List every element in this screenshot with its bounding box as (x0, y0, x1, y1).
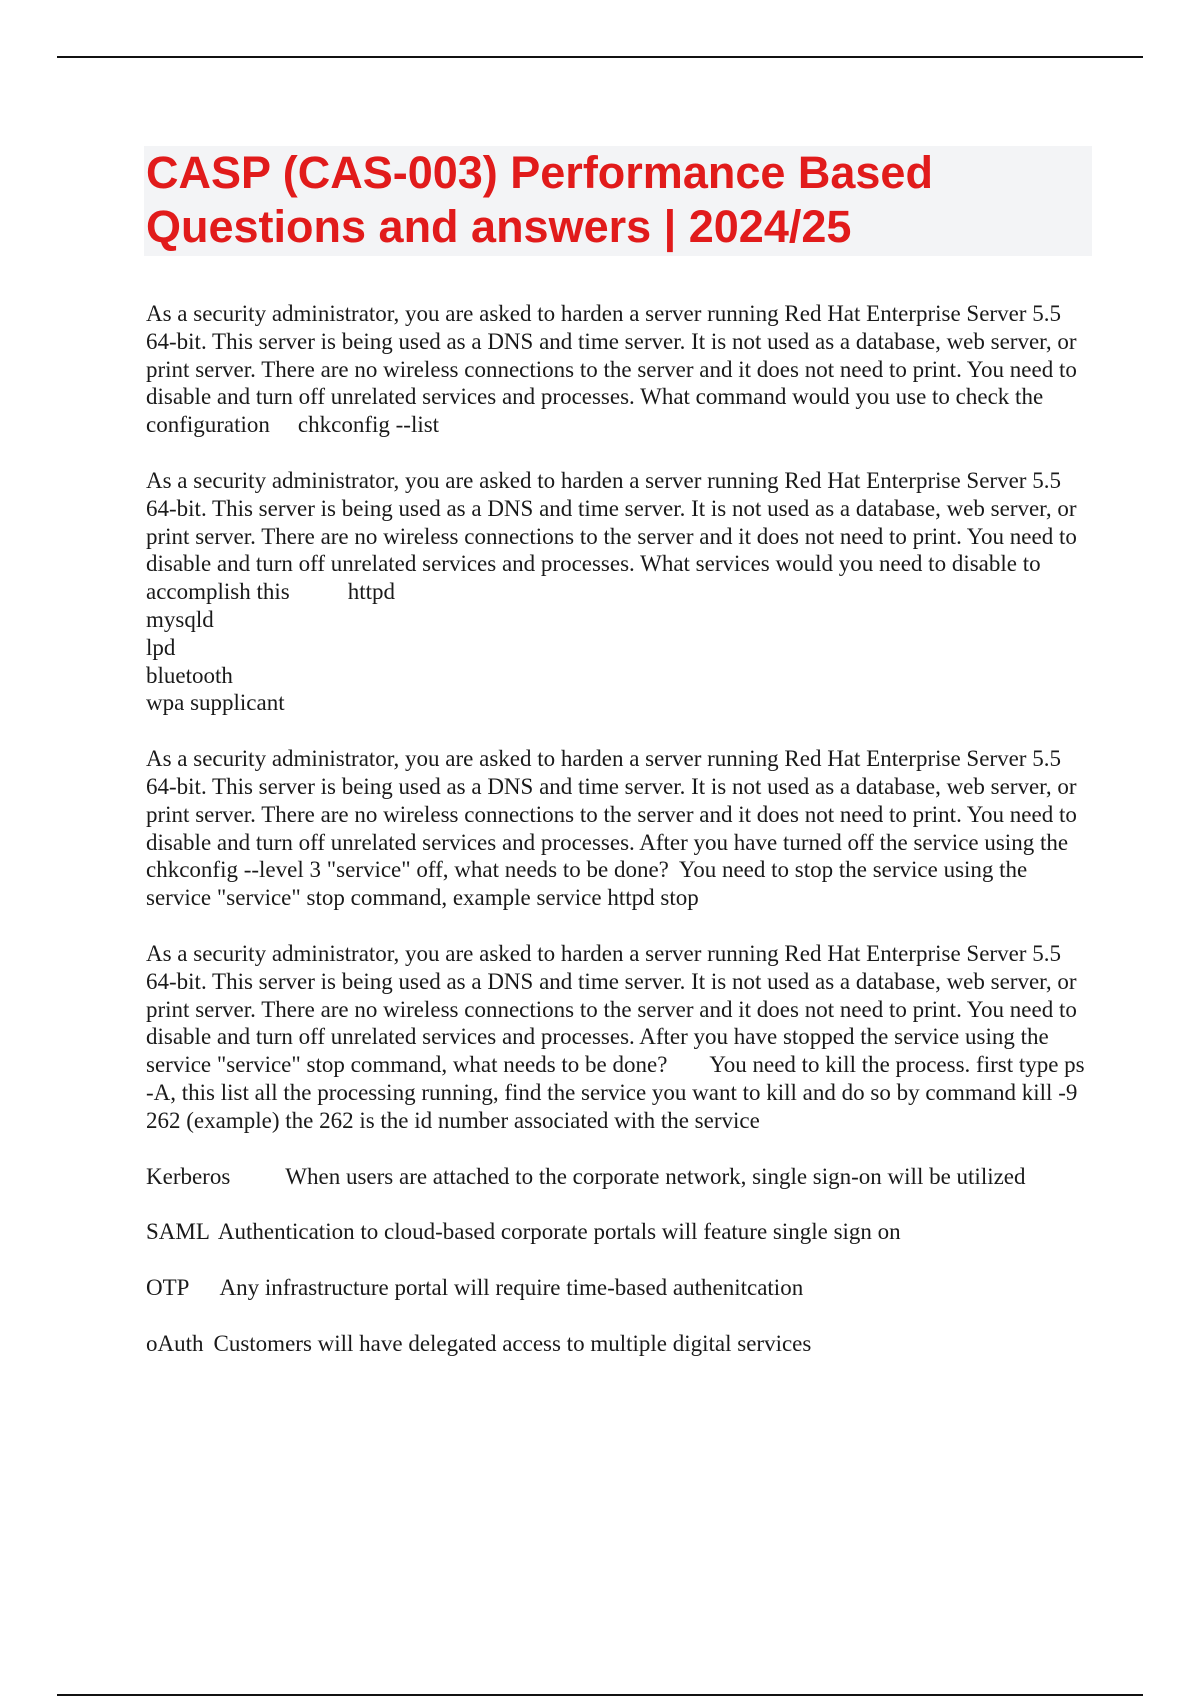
term-name: Kerberos (146, 1163, 231, 1189)
answer-text: You need to kill the process. first type ps -A, this list all the processing running, find the service you want to kill and do so by command kill -9 262 (example) the 262 is the id number associated with the service (146, 1052, 1085, 1133)
term-name: OTP (146, 1275, 190, 1301)
document-title: CASP (CAS-003) Performance Based Questions and answers | 2024/25 (146, 147, 933, 252)
answer-text: You need to stop the service using the service "service" stop command, example service httpd stop (146, 857, 1028, 911)
term-item (146, 1330, 1086, 1358)
answer-text: httpd (347, 579, 396, 605)
answer-list-item: bluetooth (146, 662, 233, 688)
footer-rule (57, 1694, 1143, 1696)
term-definition: Customers will have delegated access to multiple digital services (213, 1330, 812, 1356)
answer-list-item: lpd (146, 634, 176, 660)
qa-item (146, 467, 1086, 717)
qa-item (146, 745, 1086, 912)
question-text: As a security administrator, you are asked to harden a server running Red Hat Enterprise Server 5.5 64-bit. This server is being used as a DNS and time server. It is not used as a database, web server, or print server. There are no wireless connections to the server and it does not need to print. You need to disable and turn off unrelated services and processes. After you have turned off the service using the chkconfig --level 3 "service" off, what needs to be done? (146, 746, 1077, 883)
term-item (146, 1274, 1086, 1302)
question-text: As a security administrator, you are asked to harden a server running Red Hat Enterprise Server 5.5 64-bit. This server is being used as a DNS and time server. It is not used as a database, web server, or print server. There are no wireless connections to the server and it does not need to print. You need to disable and turn off unrelated services and processes. What services would you need to disable to accomplish this (146, 467, 1077, 605)
header-rule (57, 56, 1143, 58)
term-name: oAuth (146, 1330, 204, 1356)
answer-list-item: wpa supplicant (146, 690, 285, 716)
qa-item (146, 300, 1086, 439)
answer-text: chkconfig --list (297, 412, 440, 438)
term-item (146, 1163, 1086, 1191)
term-definition: When users are attached to the corporate network, single sign-on will be utilized (285, 1163, 1026, 1189)
term-name: SAML (146, 1219, 210, 1245)
term-item (146, 1218, 1086, 1246)
answer-list-item: mysqld (146, 606, 214, 632)
term-definition: Authentication to cloud-based corporate portals will feature single sign on (217, 1219, 901, 1245)
question-text: As a security administrator, you are asked to harden a server running Red Hat Enterprise Server 5.5 64-bit. This server is being used as a DNS and time server. It is not used as a database, web server, or print server. There are no wireless connections to the server and it does not need to print. You need to disable and turn off unrelated services and processes. After you have stopped the service using the service "service" stop command, what needs to be done? (146, 940, 1077, 1078)
qa-item (146, 940, 1086, 1135)
document-body (146, 300, 1086, 1386)
question-text: As a security administrator, you are asked to harden a server running Red Hat Enterprise Server 5.5 64-bit. This server is being used as a DNS and time server. It is not used as a database, web server, or print server. There are no wireless connections to the server and it does not need to print. You need to disable and turn off unrelated services and processes. What command would you use to check the configuration (146, 301, 1077, 438)
term-definition: Any infrastructure portal will require time-based authenitcation (219, 1275, 804, 1301)
